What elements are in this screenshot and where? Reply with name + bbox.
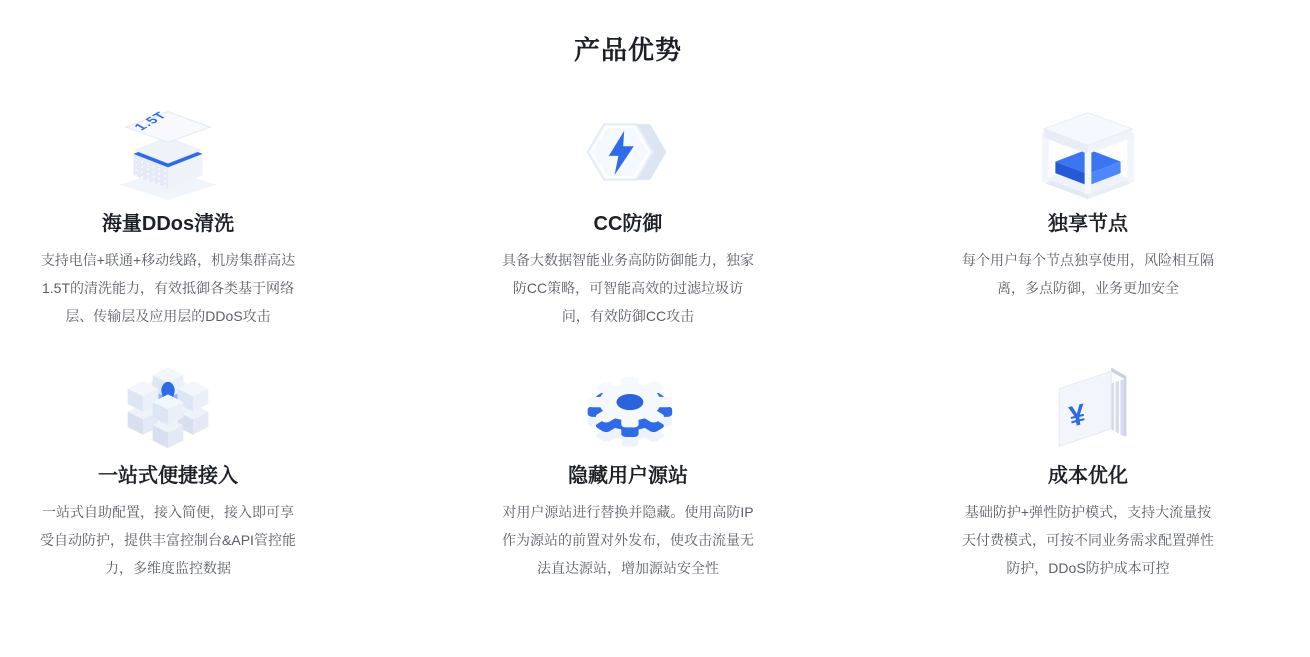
feature-description: 具备大数据智能业务高防防御能力，独家防CC策略，可智能高效的过滤垃圾访问，有效防御CC攻击 bbox=[502, 252, 754, 324]
icon-wrap bbox=[563, 356, 693, 452]
features-grid bbox=[0, 104, 1256, 582]
feature-description: 基础防护+弹性防护模式，支持大流量按天付费模式，可按不同业务需求配置弹性防护，DDoS防护成本可控 bbox=[962, 504, 1214, 576]
feature-description: 每个用户每个节点独享使用，风险相互隔离，多点防御，业务更加安全 bbox=[962, 252, 1214, 296]
exclusive-node-icon bbox=[1027, 104, 1149, 200]
cc-defense-icon bbox=[567, 104, 689, 200]
feature-description: 对用户源站进行替换并隐藏。使用高防IP作为源站的前置对外发布，使攻击流量无法直达源站，增加源站安全性 bbox=[502, 504, 754, 576]
feature-card-hide-origin bbox=[460, 356, 796, 582]
icon-wrap bbox=[563, 104, 693, 200]
capacity-label: 1.5T bbox=[130, 109, 171, 133]
ddos-cleaning-icon bbox=[107, 104, 229, 200]
icon-wrap bbox=[1023, 356, 1153, 452]
feature-card-one-stop-access bbox=[0, 356, 336, 582]
feature-card-exclusive-node bbox=[920, 104, 1256, 330]
section-title: 产品优势 bbox=[573, 35, 682, 65]
feature-title: 隐藏用户源站 bbox=[568, 465, 688, 487]
yen-symbol: ¥ bbox=[1067, 398, 1088, 434]
feature-title: 一站式便捷接入 bbox=[98, 465, 238, 487]
icon-wrap bbox=[1023, 104, 1153, 200]
cost-optimization-icon bbox=[1027, 356, 1149, 452]
product-advantages-section bbox=[0, 34, 1256, 582]
feature-title: CC防御 bbox=[593, 213, 663, 235]
feature-title: 成本优化 bbox=[1048, 465, 1128, 487]
icon-wrap bbox=[103, 356, 233, 452]
feature-card-cc-defense bbox=[460, 104, 796, 330]
feature-description: 支持电信+联通+移动线路，机房集群高达1.5T的清洗能力，有效抵御各类基于网络层、传输层及应用层的DDoS攻击 bbox=[40, 252, 296, 324]
feature-description: 一站式自助配置，接入简便，接入即可享受自动防护，提供丰富控制台&API管控能力，多维度监控数据 bbox=[40, 504, 296, 576]
icon-wrap bbox=[103, 104, 233, 200]
feature-card-cost-optimization bbox=[920, 356, 1256, 582]
feature-title: 独享节点 bbox=[1048, 213, 1128, 235]
one-stop-access-icon bbox=[107, 356, 229, 452]
hide-origin-icon bbox=[567, 356, 689, 452]
feature-title: 海量DDos清洗 bbox=[101, 213, 235, 235]
feature-card-ddos-cleaning bbox=[0, 104, 336, 330]
